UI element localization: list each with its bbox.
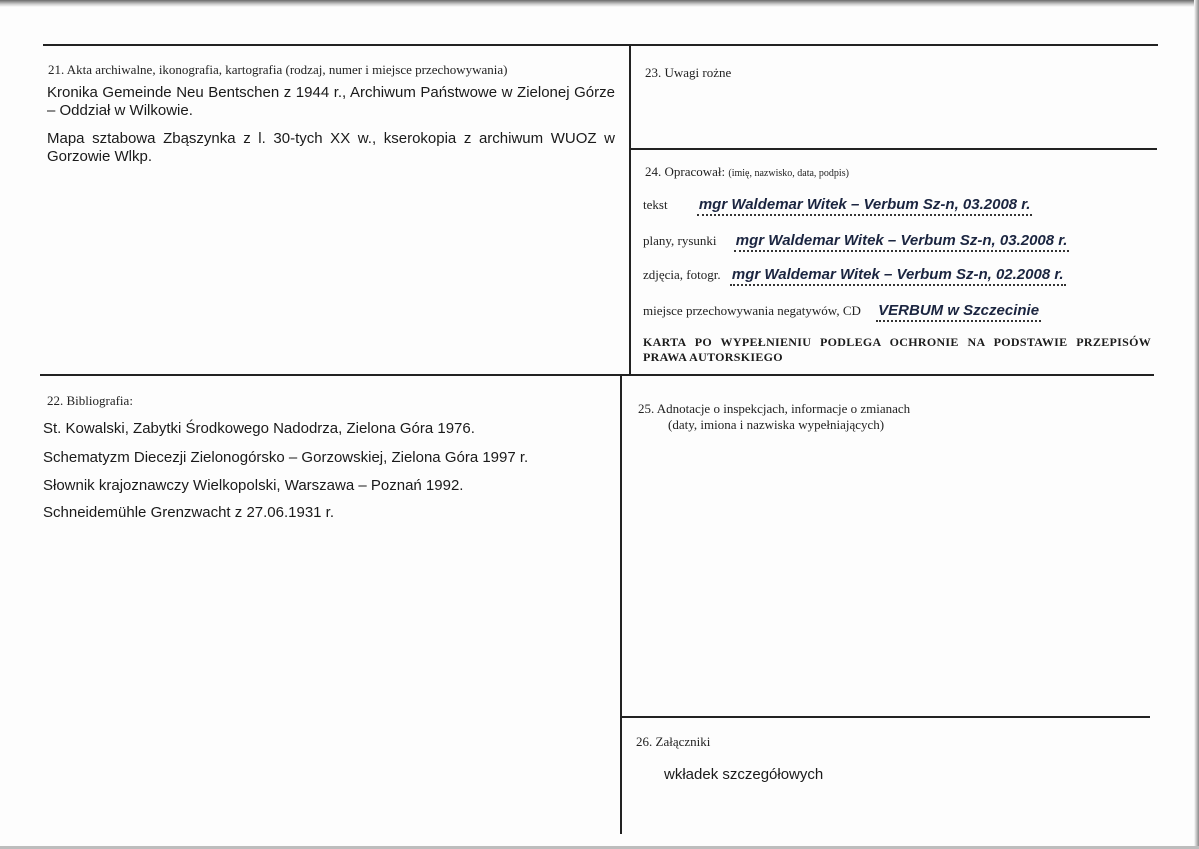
section-24-label (645, 164, 849, 180)
section-21-entry-2: Mapa sztabowa Zbąszynka z l. 30-tych XX w., kserokopia z archiwum WUOZ w Gorzowie Wlkp. (47, 130, 615, 165)
column-divider-upper (629, 44, 631, 374)
scan-top-edge (0, 0, 1199, 7)
rule-25-26 (620, 716, 1150, 718)
section-22-entry-3: Słownik krajoznawczy Wielkopolski, Warszawa – Poznań 1992. (43, 477, 464, 494)
section-23-label: 23. Uwagi rożne (645, 65, 732, 80)
top-rule (43, 44, 1158, 46)
section-22-label: 22. Bibliografia: (47, 393, 133, 408)
author-plans-row (643, 232, 1069, 249)
author-photos-row (643, 266, 1066, 283)
author-text-label: tekst (643, 197, 668, 212)
section-21-entry-1: Kronika Gemeinde Neu Bentschen z 1944 r., Archiwum Państwowe w Zielonej Górze – Oddział w Wilkowie. (47, 84, 615, 119)
section-26-label: 26. Załączniki (636, 734, 711, 749)
author-plans-value: mgr Waldemar Witek – Verbum Sz-n, 03.2008 r. (734, 232, 1070, 252)
rule-middle (40, 374, 1154, 376)
column-divider-lower (620, 374, 622, 834)
rule-23-24 (629, 148, 1157, 150)
section-24-title: 24. Opracował: (645, 164, 726, 179)
negatives-storage-value: VERBUM w Szczecinie (876, 302, 1041, 322)
scan-right-edge (1194, 0, 1199, 849)
copyright-notice: KARTA PO WYPEŁNIENIU PODLEGA OCHRONIE NA PODSTAWIE PRZEPISÓW PRAWA AUTORSKIEGO (643, 335, 1151, 364)
author-photos-label: zdjęcia, fotogr. (643, 267, 721, 282)
author-plans-label: plany, rysunki (643, 233, 717, 248)
author-text-value: mgr Waldemar Witek – Verbum Sz-n, 03.2008 r. (697, 196, 1033, 216)
section-25-label-line2: (daty, imiona i nazwiska wypełniających) (668, 417, 885, 432)
negatives-storage-label: miejsce przechowywania negatywów, CD (643, 303, 861, 318)
negatives-storage-row (643, 302, 1041, 319)
section-25-label: 25. Adnotacje o inspekcjach, informacje o zmianach (638, 401, 911, 416)
section-22-entry-1: St. Kowalski, Zabytki Środkowego Nadodrza, Zielona Góra 1976. (43, 420, 475, 437)
section-22-entry-2: Schematyzm Diecezji Zielonogórsko – Gorzowskiej, Zielona Góra 1997 r. (43, 449, 529, 466)
section-24-hint: (imię, nazwisko, data, podpis) (728, 168, 849, 179)
section-21-label: 21. Akta archiwalne, ikonografia, kartografia (rodzaj, numer i miejsce przechowywania) (48, 62, 508, 77)
section-22-entry-4: Schneidemühle Grenzwacht z 27.06.1931 r. (43, 504, 335, 521)
author-text-row (643, 196, 1032, 213)
author-photos-value: mgr Waldemar Witek – Verbum Sz-n, 02.2008 r. (730, 266, 1066, 286)
section-26-content: wkładek szczegółowych (664, 766, 824, 783)
